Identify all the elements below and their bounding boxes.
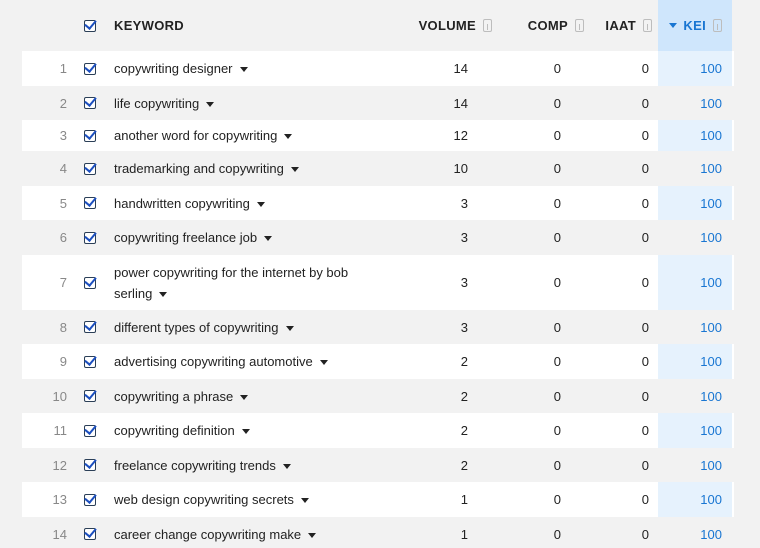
iaat-value: 0 <box>641 95 649 111</box>
keyword-cell[interactable] <box>114 220 374 255</box>
volume-value: 10 <box>453 161 468 176</box>
checkbox-checked-icon <box>84 277 96 289</box>
table-row[interactable] <box>22 255 734 310</box>
caret-down-icon[interactable] <box>159 292 167 297</box>
row-checkbox[interactable] <box>82 86 98 120</box>
checkbox-checked-icon <box>84 494 96 506</box>
iaat-cell <box>590 379 649 413</box>
row-number <box>22 186 67 220</box>
iaat-value: 0 <box>641 354 649 369</box>
keyword-cell[interactable] <box>114 448 374 482</box>
caret-down-icon[interactable] <box>206 102 214 107</box>
row-checkbox[interactable] <box>82 413 98 448</box>
iaat-value: 0 <box>641 195 649 211</box>
kei-value: 100 <box>700 230 722 245</box>
comp-value: 0 <box>553 388 561 404</box>
column-header-iaat[interactable] <box>592 0 652 51</box>
iaat-value: 0 <box>641 526 649 542</box>
volume-value: 3 <box>460 230 468 245</box>
table-row[interactable] <box>22 344 734 379</box>
row-checkbox[interactable] <box>82 51 98 86</box>
volume-cell <box>402 413 468 448</box>
volume-cell <box>402 151 468 186</box>
iaat-cell <box>590 344 649 379</box>
kei-value: 100 <box>700 195 722 211</box>
info-icon[interactable] <box>713 19 722 32</box>
keyword-cell[interactable] <box>114 379 374 413</box>
keyword-text: handwritten copywriting <box>114 195 250 211</box>
kei-value: 100 <box>700 128 722 143</box>
table-row[interactable] <box>22 413 734 448</box>
checkbox-checked-icon <box>84 390 96 402</box>
row-number <box>22 413 67 448</box>
volume-cell <box>402 186 468 220</box>
volume-value: 14 <box>453 95 468 111</box>
row-checkbox[interactable] <box>82 120 98 151</box>
keyword-text: power copywriting for the internet by bob serling <box>114 264 349 301</box>
volume-cell <box>402 482 468 517</box>
volume-value: 14 <box>453 61 468 76</box>
table-row[interactable] <box>22 220 734 255</box>
row-number <box>22 120 67 151</box>
comp-cell <box>502 379 561 413</box>
caret-down-icon[interactable] <box>257 202 265 207</box>
kei-value: 100 <box>700 388 722 404</box>
iaat-cell <box>590 517 649 548</box>
comp-value: 0 <box>553 230 561 245</box>
row-number-text: 1 <box>59 61 67 76</box>
volume-value: 3 <box>460 195 468 211</box>
iaat-cell <box>590 482 649 517</box>
iaat-cell <box>590 120 649 151</box>
comp-value: 0 <box>553 492 561 507</box>
iaat-value: 0 <box>641 492 649 507</box>
keyword-cell[interactable] <box>114 86 374 120</box>
kei-value: 100 <box>700 526 722 542</box>
keyword-text: another word for copywriting <box>114 128 278 143</box>
caret-down-icon[interactable] <box>301 498 309 503</box>
table-row[interactable] <box>22 120 734 151</box>
volume-cell <box>402 344 468 379</box>
iaat-cell <box>590 186 649 220</box>
comp-value: 0 <box>553 195 561 211</box>
row-number <box>22 151 67 186</box>
row-number <box>22 344 67 379</box>
row-number-text: 3 <box>59 128 67 143</box>
row-number-text: 10 <box>52 388 67 404</box>
iaat-value: 0 <box>641 61 649 76</box>
row-number <box>22 51 67 86</box>
row-checkbox[interactable] <box>82 482 98 517</box>
kei-value: 100 <box>700 95 722 111</box>
volume-cell <box>402 379 468 413</box>
caret-down-icon[interactable] <box>286 326 294 331</box>
kei-cell <box>658 151 732 186</box>
table-row[interactable] <box>22 151 734 186</box>
comp-value: 0 <box>553 526 561 542</box>
row-checkbox[interactable] <box>82 255 98 310</box>
caret-down-icon[interactable] <box>308 533 316 538</box>
kei-value: 100 <box>700 457 722 473</box>
iaat-cell <box>590 51 649 86</box>
kei-value: 100 <box>700 275 722 290</box>
keyword-cell[interactable] <box>114 413 374 448</box>
column-header-keyword[interactable] <box>114 0 374 51</box>
iaat-cell <box>590 255 649 310</box>
comp-cell <box>502 255 561 310</box>
kei-value: 100 <box>700 161 722 176</box>
checkbox-checked-icon <box>84 20 96 32</box>
keyword-text: copywriting freelance job <box>114 230 258 245</box>
keyword-cell[interactable] <box>114 482 374 517</box>
keyword-text: trademarking and copywriting <box>114 161 284 176</box>
checkbox-checked-icon <box>84 163 96 175</box>
table-row[interactable] <box>22 379 734 413</box>
row-number-text: 9 <box>59 354 67 369</box>
iaat-cell <box>590 86 649 120</box>
checkbox-checked-icon <box>84 425 96 437</box>
table-header <box>22 0 734 51</box>
checkbox-checked-icon <box>84 356 96 368</box>
kei-cell <box>658 120 732 151</box>
table-row[interactable] <box>22 186 734 220</box>
info-icon[interactable] <box>575 19 584 32</box>
row-number-text: 13 <box>52 492 67 507</box>
kei-cell <box>658 310 732 344</box>
comp-value: 0 <box>553 61 561 76</box>
volume-cell <box>402 120 468 151</box>
checkbox-checked-icon <box>84 130 96 142</box>
iaat-value: 0 <box>641 230 649 245</box>
row-number <box>22 379 67 413</box>
kei-value: 100 <box>700 354 722 369</box>
iaat-value: 0 <box>641 128 649 143</box>
row-checkbox[interactable] <box>82 379 98 413</box>
keyword-text: career change copywriting make <box>114 526 302 542</box>
volume-value: 2 <box>460 354 468 369</box>
keyword-cell[interactable] <box>114 51 374 86</box>
comp-value: 0 <box>553 354 561 369</box>
iaat-cell <box>590 151 649 186</box>
iaat-cell <box>590 310 649 344</box>
kei-cell <box>658 379 732 413</box>
row-number-text: 8 <box>59 319 67 335</box>
column-header-kei-label: KEI <box>683 18 706 33</box>
volume-value: 2 <box>460 423 468 438</box>
row-number-text: 11 <box>53 423 67 438</box>
table-row[interactable] <box>22 448 734 482</box>
checkbox-checked-icon <box>84 232 96 244</box>
row-number <box>22 482 67 517</box>
kei-cell <box>658 86 732 120</box>
checkbox-checked-icon <box>84 459 96 471</box>
keyword-text: life copywriting <box>114 95 200 111</box>
iaat-value: 0 <box>641 423 649 438</box>
volume-value: 2 <box>460 457 468 473</box>
keyword-text: advertising copywriting automotive <box>114 354 313 369</box>
column-header-keyword-label: KEYWORD <box>114 18 184 33</box>
caret-down-icon[interactable] <box>240 395 248 400</box>
iaat-cell <box>590 448 649 482</box>
volume-value: 12 <box>453 128 468 143</box>
comp-value: 0 <box>553 95 561 111</box>
volume-value: 3 <box>460 319 468 335</box>
keyword-cell[interactable] <box>114 310 374 344</box>
volume-cell <box>402 448 468 482</box>
row-checkbox[interactable] <box>82 186 98 220</box>
volume-cell <box>402 86 468 120</box>
volume-cell <box>402 310 468 344</box>
row-number-text: 12 <box>52 457 67 473</box>
keyword-cell[interactable] <box>114 186 374 220</box>
column-header-volume-label: VOLUME <box>418 18 476 33</box>
column-header-volume[interactable] <box>382 0 492 51</box>
keyword-cell[interactable] <box>114 120 374 151</box>
comp-cell <box>502 482 561 517</box>
row-checkbox[interactable] <box>82 517 98 548</box>
kei-value: 100 <box>700 319 722 335</box>
volume-cell <box>402 517 468 548</box>
keyword-cell[interactable] <box>114 255 374 310</box>
comp-value: 0 <box>553 128 561 143</box>
kei-cell <box>658 448 732 482</box>
column-header-comp[interactable] <box>492 0 584 51</box>
table-row[interactable] <box>22 86 734 120</box>
keyword-text: web design copywriting secrets <box>114 492 294 507</box>
comp-cell <box>502 220 561 255</box>
kei-cell <box>658 482 732 517</box>
row-number-text: 14 <box>52 526 67 542</box>
keyword-text: copywriting designer <box>114 61 233 76</box>
keyword-text: different types of copywriting <box>114 319 279 335</box>
kei-cell <box>658 255 732 310</box>
row-number-text: 5 <box>59 195 67 211</box>
keyword-text: copywriting definition <box>114 423 235 438</box>
kei-cell <box>658 186 732 220</box>
keyword-cell[interactable] <box>114 151 374 186</box>
keyword-text: freelance copywriting trends <box>114 457 276 473</box>
table-row[interactable] <box>22 51 734 86</box>
kei-cell <box>658 517 732 548</box>
caret-down-icon[interactable] <box>242 429 250 434</box>
checkbox-checked-icon <box>84 528 96 540</box>
iaat-value: 0 <box>641 275 649 290</box>
caret-down-icon[interactable] <box>240 67 248 72</box>
iaat-value: 0 <box>641 161 649 176</box>
kei-cell <box>658 51 732 86</box>
row-number-text: 7 <box>59 275 67 290</box>
table-row[interactable] <box>22 310 734 344</box>
comp-cell <box>502 448 561 482</box>
row-number <box>22 448 67 482</box>
info-icon[interactable] <box>643 19 652 32</box>
kei-value: 100 <box>700 61 722 76</box>
comp-value: 0 <box>553 319 561 335</box>
row-checkbox[interactable] <box>82 448 98 482</box>
column-header-comp-label: COMP <box>527 18 568 33</box>
comp-cell <box>502 186 561 220</box>
iaat-cell <box>590 413 649 448</box>
keyword-text: copywriting a phrase <box>114 388 234 404</box>
caret-down-icon[interactable] <box>283 464 291 469</box>
comp-cell <box>502 517 561 548</box>
comp-value: 0 <box>553 161 561 176</box>
comp-cell <box>502 86 561 120</box>
volume-cell <box>402 51 468 86</box>
kei-cell <box>658 413 732 448</box>
kei-cell <box>658 344 732 379</box>
comp-cell <box>502 344 561 379</box>
row-number-text: 6 <box>59 230 67 245</box>
row-number <box>22 310 67 344</box>
table-row[interactable] <box>22 517 734 548</box>
comp-cell <box>502 310 561 344</box>
kei-value: 100 <box>700 492 722 507</box>
volume-value: 1 <box>460 526 468 542</box>
iaat-value: 0 <box>641 457 649 473</box>
row-number-text: 4 <box>59 161 67 176</box>
table-row[interactable] <box>22 482 734 517</box>
kei-value: 100 <box>700 423 722 438</box>
row-checkbox[interactable] <box>82 310 98 344</box>
volume-value: 2 <box>460 388 468 404</box>
caret-down-icon[interactable] <box>291 167 299 172</box>
kei-cell <box>658 220 732 255</box>
iaat-cell <box>590 220 649 255</box>
row-checkbox[interactable] <box>82 151 98 186</box>
sort-desc-icon <box>669 23 677 28</box>
column-header-iaat-label: IAAT <box>605 18 636 33</box>
volume-cell <box>402 220 468 255</box>
iaat-value: 0 <box>641 319 649 335</box>
comp-value: 0 <box>553 275 561 290</box>
comp-cell <box>502 151 561 186</box>
keyword-table <box>22 0 734 548</box>
volume-value: 3 <box>460 275 468 290</box>
row-number <box>22 220 67 255</box>
comp-cell <box>502 51 561 86</box>
checkbox-checked-icon <box>84 97 96 109</box>
select-all-checkbox[interactable] <box>82 0 98 51</box>
row-number <box>22 255 67 310</box>
checkbox-checked-icon <box>84 197 96 209</box>
info-icon[interactable] <box>483 19 492 32</box>
row-number-text: 2 <box>59 95 67 111</box>
comp-cell <box>502 120 561 151</box>
row-checkbox[interactable] <box>82 344 98 379</box>
volume-value: 1 <box>460 492 468 507</box>
column-header-kei[interactable] <box>658 0 732 51</box>
row-number <box>22 517 67 548</box>
keyword-cell[interactable] <box>114 517 374 548</box>
row-number <box>22 86 67 120</box>
checkbox-checked-icon <box>84 321 96 333</box>
volume-cell <box>402 255 468 310</box>
caret-down-icon[interactable] <box>264 236 272 241</box>
row-checkbox[interactable] <box>82 220 98 255</box>
caret-down-icon[interactable] <box>284 134 292 139</box>
keyword-cell[interactable] <box>114 344 374 379</box>
comp-value: 0 <box>553 457 561 473</box>
checkbox-checked-icon <box>84 63 96 75</box>
caret-down-icon[interactable] <box>320 360 328 365</box>
iaat-value: 0 <box>641 388 649 404</box>
comp-cell <box>502 413 561 448</box>
comp-value: 0 <box>553 423 561 438</box>
